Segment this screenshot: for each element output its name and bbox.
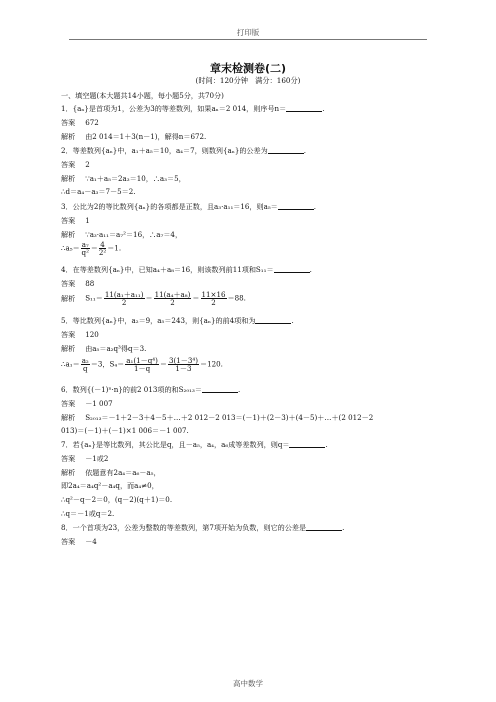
answer-2: 答案 2 xyxy=(61,160,90,169)
answer-6: 答案 －1 007 xyxy=(61,399,113,408)
answer-blank xyxy=(306,530,342,531)
question-6: 6．数列{(－1)ⁿ·n}的前2 013项的和S₂₀₁₃＝ . xyxy=(61,385,241,394)
answer-8: 答案 －4 xyxy=(61,537,97,546)
answer-blank xyxy=(286,111,322,112)
solution-5: 解析 由a₅＝a₂q³得q＝3. xyxy=(61,344,147,353)
page-title: 章末检测卷(二) xyxy=(209,62,287,75)
question-4: 4．在等差数列{aₙ}中，已知a₄＋a₈＝16，则该数列前11项和S₁₁＝ . xyxy=(61,265,312,274)
question-8: 8．一个首项为23，公差为整数的等差数列，第7项开始为负数，则它的公差是 . xyxy=(61,523,345,532)
answer-blank xyxy=(268,153,304,154)
fraction: $\frac{\text{a₂}}{q}$ xyxy=(81,356,89,373)
solution-7-line-2: 即2a₄＝a₄q²－a₄q，而a₄≠0， xyxy=(61,481,159,490)
fraction: $\frac{\text{a₇}}{\text{q²}}$ xyxy=(81,240,89,257)
answer-5: 答案 120 xyxy=(61,330,99,339)
fraction: $\frac{\text{11(a₄＋a₈)}}{2}$ xyxy=(154,290,191,307)
fraction: $\frac{\text{3(1－3⁴)}}{1-3}$ xyxy=(168,356,198,373)
solution-3: 解析 ∵a₃·a₁₁＝a₇²＝16，∴a₇＝4， xyxy=(61,230,183,239)
page-header: 打印版 xyxy=(236,28,260,37)
answer-blank xyxy=(202,392,238,393)
solution-1: 解析 由2 014＝1＋3(n－1)，解得n＝672. xyxy=(61,132,207,141)
section-heading: 一、填空题(本大题共14小题，每小题5分，共70分) xyxy=(61,91,224,100)
page-footer: 高中数学 xyxy=(233,679,263,688)
solution-6-line-2: 013)＝(－1)＋(－1)×1 006＝－1 007. xyxy=(61,426,189,435)
solution-4: 解析 S₁₁＝ $\frac{\text{11(a₁＋a₁₁)}}{2}$ ＝ $\frac{\text{11(a₄＋a₈)}}{2}$ ＝ $\frac{11\times 16}{2}$ ＝88. xyxy=(61,290,246,307)
question-7: 7．若{aₙ}是等比数列，其公比是q，且－a₅，a₄，a₆成等差数列，则q＝ . xyxy=(61,440,328,449)
solution-6: 解析 S₂₀₁₃＝－1＋2－3＋4－5＋…＋2 012－2 013＝(－1)＋(2－3)＋(4－5)＋…＋(2 012－2 xyxy=(61,413,374,422)
answer-4: 答案 88 xyxy=(61,279,95,288)
solution-7-line-3: ∴q²－q－2＝0，(q－2)(q＋1)＝0. xyxy=(61,495,173,504)
fraction: $\frac{11\times 16}{2}$ xyxy=(201,290,226,307)
page-subtitle: (时间：120分钟 满分：160分) xyxy=(195,76,301,85)
fraction: $\frac{4}{\text{2²}}$ xyxy=(98,240,107,257)
answer-7: 答案 －1或2 xyxy=(61,454,109,463)
question-5: 5．等比数列{aₙ}中，a₂＝9，a₅＝243，则{aₙ}的前4项和为 . xyxy=(61,316,294,325)
solution-7: 解析 依题意有2a₄＝a₆－a₅， xyxy=(61,468,161,477)
solution-2: 解析 ∵a₁＋a₅＝2a₃＝10，∴a₃＝5， xyxy=(61,174,186,183)
fraction: $\frac{\text{11(a₁＋a₁₁)}}{2}$ xyxy=(104,290,144,307)
solution-7-line-4: ∴q＝－1或q＝2. xyxy=(61,509,115,518)
solution-2-line-2: ∴d＝a₄－a₃＝7－5＝2. xyxy=(61,187,136,196)
answer-1: 答案 672 xyxy=(61,118,99,127)
solution-5-line-2: ∴a₁＝ $\frac{\text{a₂}}{q}$ ＝3，S₄＝ $\frac{\text{a₁(1－q⁴)}}{1-q}$ ＝ $\frac{\text{3(1－3⁴)}}{1-3}$ ＝120. xyxy=(61,356,223,373)
answer-blank xyxy=(289,447,325,448)
fraction: $\frac{\text{a₁(1－q⁴)}}{1-q}$ xyxy=(126,356,158,373)
question-3: 3．公比为2的等比数列{aₙ}的各项都是正数，且a₃·a₁₁＝16，则a₅＝ . xyxy=(61,202,317,211)
question-1: 1．{aₙ}是首项为1，公差为3的等差数列，如果aₙ＝2 014，则序号n＝ . xyxy=(61,104,325,113)
answer-blank xyxy=(278,209,314,210)
answer-blank xyxy=(255,323,291,324)
solution-3-line-2: ∴a₅＝ $\frac{\text{a₇}}{\text{q²}}$ ＝ $\frac{4}{\text{2²}}$ ＝1. xyxy=(61,240,122,257)
question-2: 2．等差数列{aₙ}中，a₁＋a₅＝10，a₄＝7，则数列{aₙ}的公差为 . xyxy=(61,146,306,155)
answer-3: 答案 1 xyxy=(61,216,90,225)
header-divider xyxy=(69,39,427,40)
answer-blank xyxy=(274,272,310,273)
